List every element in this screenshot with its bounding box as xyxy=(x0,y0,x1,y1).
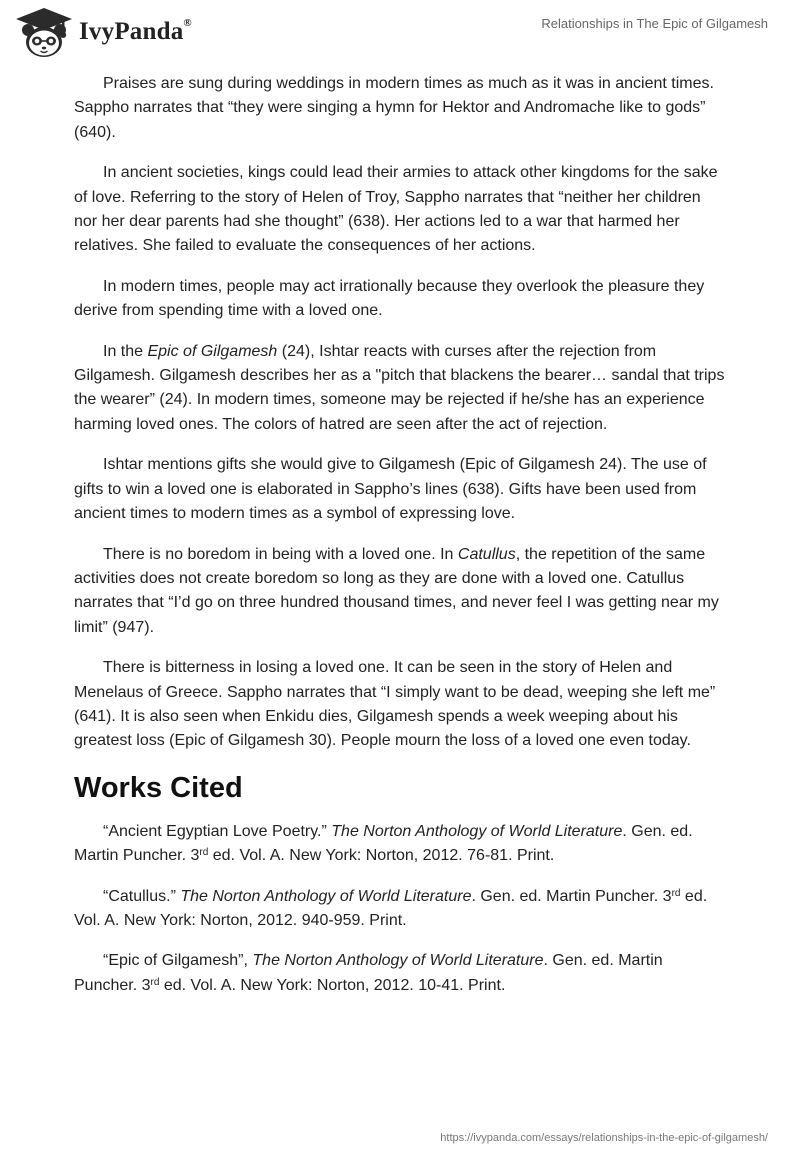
source-url[interactable]: https://ivypanda.com/essays/relationships-in-the-epic-of-gilgamesh/ xyxy=(440,1132,768,1144)
paragraph-1: Praises are sung during weddings in modern times as much as it was in ancient times. Sappho narrates that “they were singing a hymn for Hektor and Andromache like to gods” (640). xyxy=(74,75,714,141)
paragraph-3: In modern times, people may act irrationally because they overlook the pleasure they derive from spending time with a loved one. xyxy=(74,277,705,320)
brand-name[interactable]: IvyPanda® xyxy=(79,16,192,45)
document-title: Relationships in The Epic of Gilgamesh xyxy=(541,16,768,31)
page-header xyxy=(0,0,800,70)
paragraph-4: In the Epic of Gilgamesh (24), Ishtar reacts with curses after the rejection from Gilgamesh. Gilgamesh describes her as a "pitch that blackens the bearer… sandal that trips the wearer” (24). In modern times, someone may be rejected if he/she has an experience harming loved ones. The colors of hatred are seen after the act of rejection. xyxy=(74,342,725,433)
citation-2: “Catullus.” The Norton Anthology of World Literature. Gen. ed. Martin Puncher. 3rd ed. Vol. A. New York: Norton, 2012. 940-959. Print. xyxy=(74,887,708,929)
panda-logo-icon[interactable] xyxy=(14,6,74,60)
works-cited-heading: Works Cited xyxy=(74,771,243,804)
paragraph-5: Ishtar mentions gifts she would give to Gilgamesh (Epic of Gilgamesh 24). The use of gifts to win a loved one is elaborated in Sappho’s lines (638). Gifts have been used from ancient times to modern times as a symbol of expressing love. xyxy=(74,456,707,523)
essay-content xyxy=(74,72,726,1014)
paragraph-6: There is no boredom in being with a loved one. In Catullus, the repetition of the same activities does not create boredom so long as they are done with a loved one. Catullus narrates that “I’d go on three hundred thousand times, and never feel I was getting near my limit” (947). xyxy=(74,545,719,636)
citation-3: “Epic of Gilgamesh”, The Norton Anthology of World Literature. Gen. ed. Martin Puncher. 3rd ed. Vol. A. New York: Norton, 2012. 10-41. Print. xyxy=(74,952,663,994)
citation-1: “Ancient Egyptian Love Poetry.” The Norton Anthology of World Literature. Gen. ed. Martin Puncher. 3rd ed. Vol. A. New York: Norton, 2012. 76-81. Print. xyxy=(74,822,693,865)
paragraph-2: In ancient societies, kings could lead their armies to attack other kingdoms for the sake of love. Referring to the story of Helen of Troy, Sappho narrates that “neither her children nor her dear parents had she thought” (638). Her actions led to a war that harmed her relatives. She failed to evaluate the consequences of her actions. xyxy=(74,164,718,255)
paragraph-7: There is bitterness in losing a loved one. It can be seen in the story of Helen and Menelaus of Greece. Sappho narrates that “I simply want to be dead, weeping she left me” (641). It is also seen when Enkidu dies, Gilgamesh spends a week weeping about his greatest loss (Epic of Gilgamesh 30). People mourn the loss of a loved one even today. xyxy=(74,659,716,750)
